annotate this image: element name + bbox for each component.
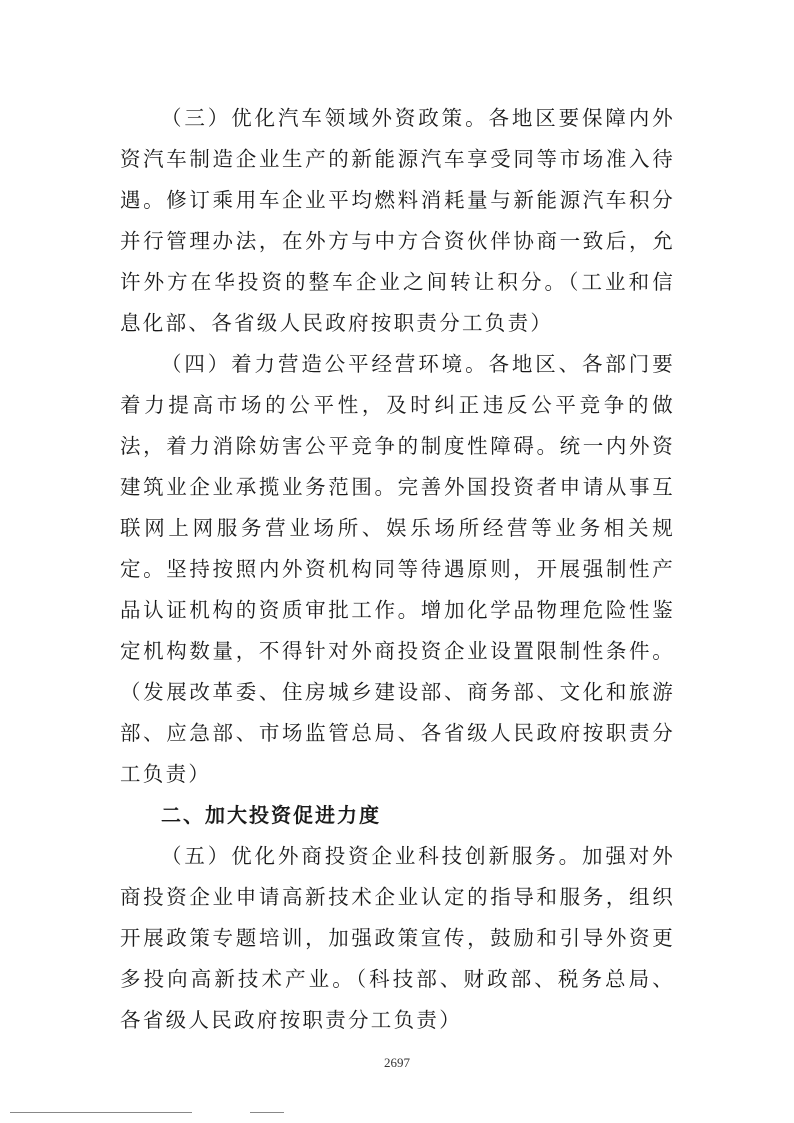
page-number: 2697	[384, 1055, 410, 1070]
footer-rule	[10, 1112, 192, 1113]
document-body	[120, 98, 675, 1041]
paragraph-auto-policy: （三）优化汽车领域外资政策。各地区要保障内外资汽车制造企业生产的新能源汽车享受同等市场准入待遇。修订乘用车企业平均燃料消耗量与新能源汽车积分并行管理办法，在外方与中方合资伙伴协商一致后，允许外方在华投资的整车企业之间转让积分。（工业和信息化部、各省级人民政府按职责分工负责）	[120, 106, 675, 335]
paragraph-tech-innovation: （五）优化外商投资企业科技创新服务。加强对外商投资企业申请高新技术企业认定的指导和服务，组织开展政策专题培训，加强政策宣传，鼓励和引导外资更多投向高新技术产业。（科技部、财政部、税务总局、各省级人民政府按职责分工负责）	[120, 844, 675, 1032]
footer-rule-short	[250, 1112, 284, 1113]
section-heading: 二、加大投资促进力度	[161, 803, 381, 827]
paragraph-fair-environment: （四）着力营造公平经营环境。各地区、各部门要着力提高市场的公平性，及时纠正违反公平竞争的做法，着力消除妨害公平竞争的制度性障碍。统一内外资建筑业企业承揽业务范围。完善外国投资者申请从事互联网上网服务营业场所、娱乐场所经营等业务相关规定。坚持按照内外资机构同等待遇原则，开展强制性产品认证机构的资质审批工作。增加化学品物理危险性鉴定机构数量，不得针对外商投资企业设置限制性条件。（发展改革委、住房城乡建设部、商务部、文化和旅游部、应急部、市场监管总局、各省级人民政府按职责分工负责）	[120, 352, 675, 786]
